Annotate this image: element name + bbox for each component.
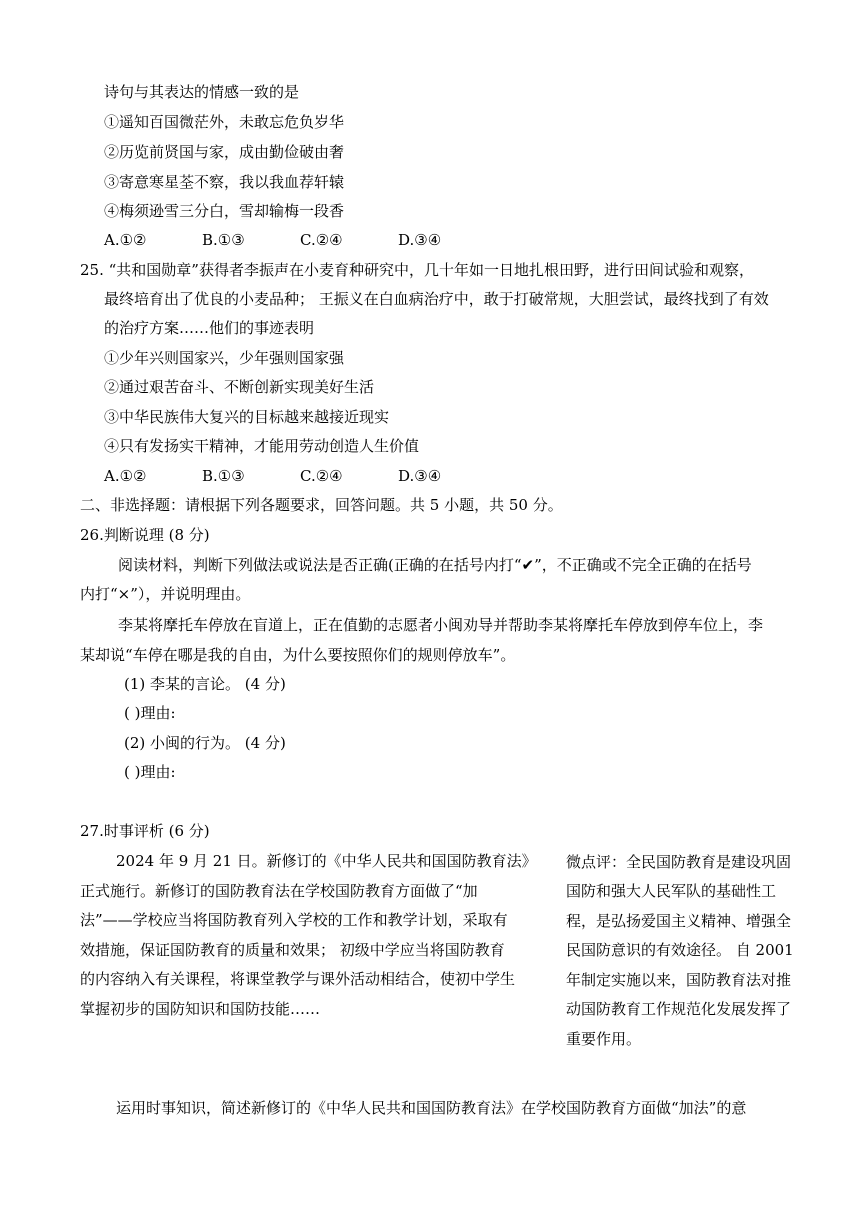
q24-stem: 诗句与其表达的情感一致的是 [104, 83, 300, 101]
q25-option-2: ②通过艰苦奋斗、不断创新实现美好生活 [104, 378, 375, 396]
q25-choices [104, 466, 504, 486]
q24-choice-d: D.③④ [398, 231, 442, 249]
q25-stem-line-1: 25. “共和国勋章”获得者李振声在小麦育种研究中，几十年如一日地扎根田野，进行田间试验和观察， [80, 261, 754, 279]
q26-material-line-1: 李某将摩托车停放在盲道上，正在值勤的志愿者小闽劝导并帮助李某将摩托车停放到停车位上，李 [118, 616, 764, 634]
q26-material-line-2: 某却说“车停在哪是我的自由，为什么要按照你们的规则停放车”。 [80, 646, 516, 664]
q27-comment-line: 民国防意识的有效途径。 自 2001 [566, 941, 794, 959]
q25-stem-line-3: 的治疗方案……他们的事迹表明 [104, 319, 315, 337]
q26-instruction-line-2: 内打“×”），并说明理由。 [80, 585, 251, 603]
q25-choice-a: A.①② [104, 467, 147, 485]
q25-choice-b: B.①③ [202, 467, 245, 485]
q24-option-3: ③寄意寒星荃不察，我以我血荐轩辕 [104, 173, 345, 191]
q27-material-line: 正式施行。新修订的国防教育法在学校国防教育方面做了“加 [80, 882, 478, 900]
q24-option-1: ①遥知百国微茫外，未敢忘危负岁华 [104, 113, 345, 131]
q25-option-3: ③中华民族伟大复兴的目标越来越接近现实 [104, 408, 390, 426]
q24-option-4: ④梅须逊雪三分白，雪却输梅一段香 [104, 202, 345, 220]
q27-question: 运用时事知识，简述新修订的《中华人民共和国国防教育法》在学校国防教育方面做“加法”的意 [116, 1099, 747, 1117]
q24-choice-b: B.①③ [202, 231, 245, 249]
q27-material-line: 的内容纳入有关课程，将课堂教学与课外活动相结合，使初中学生 [80, 970, 516, 988]
q24-choices [104, 230, 504, 250]
q27-comment-line: 动国防教育工作规范化发展发挥了 [566, 1000, 792, 1018]
q24-choice-a: A.①② [104, 231, 147, 249]
q27-comment-line: 程，是弘扬爱国主义精神、增强全 [566, 912, 792, 930]
q27-comment-line: 微点评：全民国防教育是建设巩固 [566, 853, 792, 871]
q26-reason-2: ( )理由: [124, 763, 176, 781]
q27-material-line: 掌握初步的国防知识和国防技能…… [80, 1000, 321, 1018]
q26-title: 26.判断说理 (8 分) [80, 526, 210, 544]
q27-material-line: 效措施，保证国防教育的质量和效果； 初级中学应当将国防教育 [80, 941, 505, 959]
q26-subquestion-2: (2) 小闽的行为。 (4 分) [124, 734, 286, 752]
q26-reason-1: ( )理由: [124, 704, 176, 722]
q27-material-line: 2024 年 9 月 21 日。新修订的《中华人民共和国国防教育法》 [116, 852, 537, 870]
q27-material-line: 法”——学校应当将国防教育列入学校的工作和教学计划，采取有 [80, 911, 508, 929]
q25-choice-d: D.③④ [398, 467, 442, 485]
q27-comment-line: 国防和强大人民军队的基础性工 [566, 882, 777, 900]
q27-comment-line: 重要作用。 [566, 1030, 642, 1048]
q27-comment-line: 年制定实施以来，国防教育法对推 [566, 971, 792, 989]
q24-option-2: ②历览前贤国与家，成由勤俭破由奢 [104, 143, 345, 161]
q27-title: 27.时事评析 (6 分) [80, 822, 210, 840]
q25-option-4: ④只有发扬实干精神，才能用劳动创造人生价值 [104, 437, 420, 455]
q25-stem-line-2: 最终培育出了优良的小麦品种； 王振义在白血病治疗中，敢于打破常规，大胆尝试，最终找到了有效 [104, 290, 769, 308]
section-2-heading: 二、非选择题：请根据下列各题要求，回答问题。共 5 小题，共 50 分。 [80, 496, 563, 514]
q25-choice-c: C.②④ [300, 467, 343, 485]
q26-subquestion-1: (1) 李某的言论。 (4 分) [124, 675, 286, 693]
q25-option-1: ①少年兴则国家兴，少年强则国家强 [104, 349, 345, 367]
q26-instruction-line-1: 阅读材料，判断下列做法或说法是否正确(正确的在括号内打“✔”，不正确或不完全正确的在括号 [118, 556, 752, 574]
q24-choice-c: C.②④ [300, 231, 343, 249]
